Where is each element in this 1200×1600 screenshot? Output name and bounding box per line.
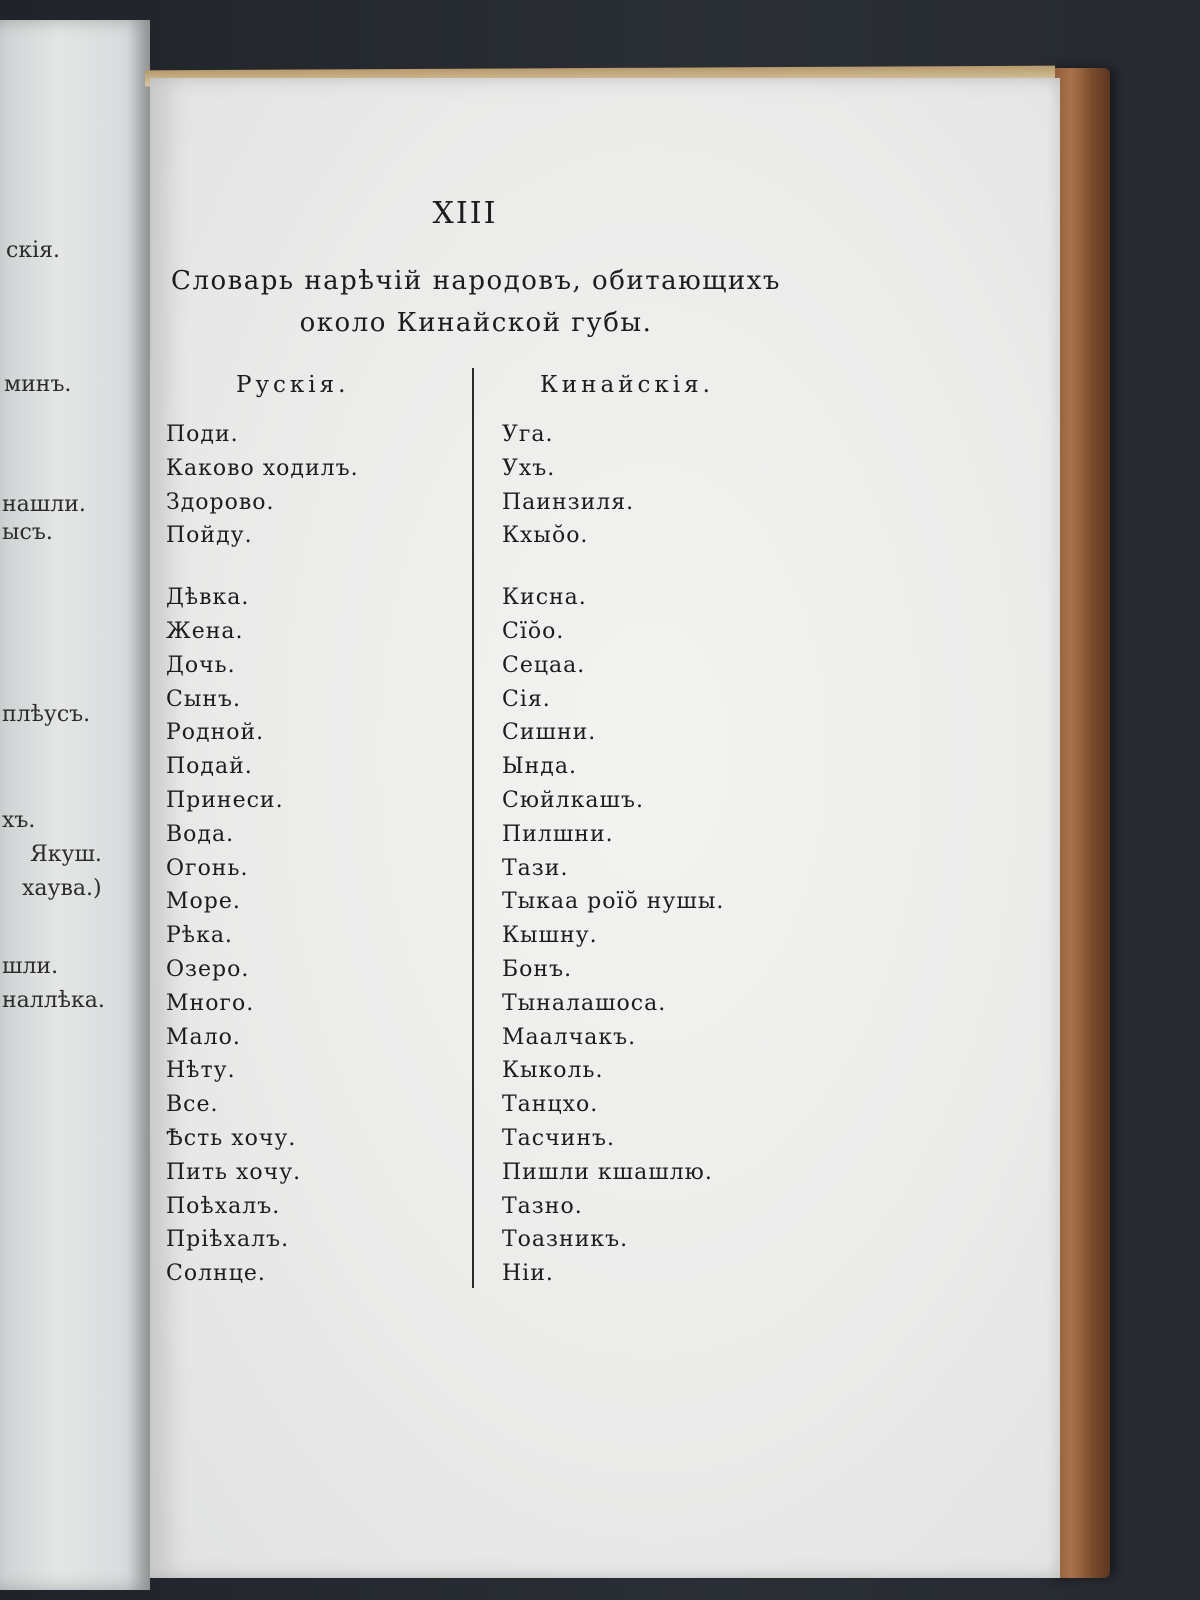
kinai-word: Уга.: [502, 422, 554, 447]
russian-word: Мало.: [166, 1024, 241, 1050]
kinai-word: Тыналашоса.: [502, 990, 667, 1016]
facing-page-text: Якуш.: [30, 842, 102, 867]
facing-page-text: ысъ.: [2, 520, 53, 545]
kinai-word: Сія.: [502, 686, 551, 712]
list-gap: [502, 553, 724, 581]
facing-page-text: минъ.: [4, 372, 72, 397]
russian-word: Ѣсть хочу.: [166, 1125, 297, 1151]
facing-page-text: плѣусъ.: [2, 702, 91, 727]
kinai-word: Сюйлкашъ.: [502, 787, 644, 813]
facing-page-text: нашли.: [2, 492, 86, 517]
kinai-word: Тасчинъ.: [502, 1125, 615, 1151]
book-page: [150, 78, 1060, 1578]
kinai-word: Кышну.: [502, 923, 598, 949]
russian-word: Пойду.: [166, 523, 253, 549]
facing-page-text: наллѣка.: [2, 988, 105, 1013]
russian-word-list: [166, 418, 359, 1291]
kinai-word: Пишли кшашлю.: [502, 1159, 713, 1185]
russian-word: Подай.: [166, 754, 253, 780]
kinai-word: Кисна.: [502, 585, 587, 611]
russian-word: Озеро.: [166, 956, 250, 982]
russian-word: Здорово.: [166, 489, 275, 515]
kinai-word: Ухъ.: [502, 455, 556, 481]
kinai-word: Паинзиля.: [502, 489, 635, 515]
kinai-word: Танцхо.: [502, 1092, 599, 1118]
facing-page: [0, 20, 150, 1590]
russian-word: Каково ходилъ.: [166, 455, 359, 481]
russian-word: Вода.: [166, 821, 235, 847]
russian-word: Огонь.: [166, 855, 249, 881]
russian-word: Море.: [166, 889, 241, 915]
russian-word: Много.: [166, 990, 255, 1016]
russian-word: Пріѣхалъ.: [166, 1227, 290, 1253]
column-divider: [472, 368, 474, 1288]
kinai-word-list: [502, 418, 724, 1291]
kinai-word: Маалчакъ.: [502, 1024, 637, 1050]
kinai-word: Сецаа.: [502, 652, 586, 678]
page-title-line-1: Словарь нарѣчій народовъ, обитающихъ: [171, 266, 781, 296]
kinai-word: Тазно.: [502, 1193, 583, 1219]
russian-word: Поди.: [166, 422, 239, 447]
russian-word: Пить хочу.: [166, 1159, 302, 1185]
kinai-word: Бонъ.: [502, 956, 573, 982]
russian-word: Солнце.: [166, 1261, 266, 1287]
column-header-russian: Рускія.: [236, 372, 350, 398]
kinai-word: Кыколь.: [502, 1058, 604, 1084]
russian-word: Дѣвка.: [166, 585, 250, 611]
russian-word: Все.: [166, 1092, 219, 1118]
kinai-word: Ніи.: [502, 1261, 554, 1287]
russian-word: Поѣхалъ.: [166, 1193, 281, 1219]
russian-word: Принеси.: [166, 787, 284, 813]
facing-page-text: скія.: [6, 238, 60, 263]
kinai-word: Пилшни.: [502, 821, 614, 847]
facing-page-text: шли.: [2, 954, 59, 979]
kinai-word: Сишни.: [502, 720, 597, 746]
page-number: XIII: [432, 196, 498, 231]
kinai-word: Ында.: [502, 754, 577, 780]
russian-word: Родной.: [166, 720, 265, 746]
facing-page-text: хаува.): [22, 876, 102, 901]
kinai-word: Тази.: [502, 855, 569, 881]
russian-word: Рѣка.: [166, 923, 233, 949]
russian-word: Дочь.: [166, 652, 236, 678]
facing-page-text: хъ.: [2, 808, 36, 833]
kinai-word: Кхыо̆о.: [502, 523, 589, 549]
kinai-word: Сїо̆о.: [502, 618, 565, 644]
kinai-word: Тоазникъ.: [502, 1227, 629, 1253]
russian-word: Сынъ.: [166, 686, 241, 712]
russian-word: Нѣту.: [166, 1058, 236, 1084]
russian-word: Жена.: [166, 618, 244, 644]
column-header-kinai: Кинайскія.: [540, 372, 714, 398]
kinai-word: Тыкаа роїо̆ нушы.: [502, 889, 725, 915]
page-title-line-2: около Кинайской губы.: [299, 308, 653, 338]
list-gap: [166, 553, 359, 581]
